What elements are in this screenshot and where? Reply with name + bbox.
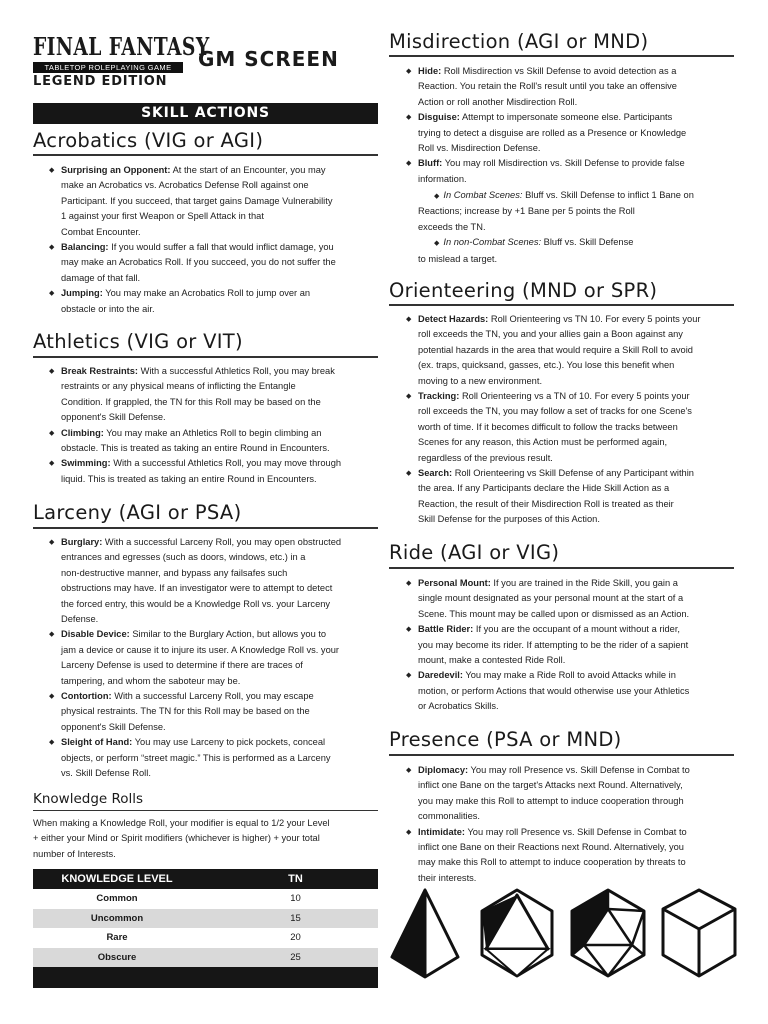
item-line: you may become its rider. If attempting to be the rider of a sapient: [418, 639, 689, 650]
sub-line: Reactions; increase by +1 Bane per 5 points the Roll: [418, 206, 635, 217]
table-cell-level: Rare: [106, 932, 128, 944]
list-item: [406, 622, 736, 668]
item-line: You may use Larceny to pick pockets, conceal: [134, 737, 326, 748]
larceny-divider: [33, 527, 378, 529]
table-row: [33, 909, 378, 929]
d20-icon: [568, 887, 648, 979]
table-cell-tn: 20: [290, 932, 301, 944]
item-line: Attempt to impersonate someone else. Participants: [461, 112, 673, 123]
list-item: [406, 825, 736, 887]
misdirection-title: Misdirection (AGI or MND): [389, 30, 649, 53]
item-term: Jumping:: [61, 288, 103, 299]
item-line: regardless of the previous result.: [418, 452, 553, 463]
sub-item-noncombat: ◆ In non-Combat Scenes: Bluff vs. Skill Defense: [434, 237, 634, 248]
logo-subtitle: TABLETOP ROLEPLAYING GAME: [33, 62, 183, 73]
list-item: [406, 668, 736, 714]
table-cell-tn: 15: [290, 912, 301, 924]
item-line: Roll vs. Misdirection Defense.: [418, 143, 541, 154]
item-term: Diplomacy:: [418, 765, 469, 775]
table-cell-tn: 10: [290, 893, 301, 905]
item-term: Hide:: [418, 66, 442, 76]
item-line: vs. Skill Defense Roll.: [61, 768, 151, 779]
item-line: motion, or perform Actions that would otherwise use your Athletics: [418, 685, 690, 696]
misdirection-divider: [389, 55, 734, 57]
table-row: [33, 889, 378, 909]
athletics-divider: [33, 356, 378, 358]
item-line: You may make an Athletics Roll to begin climbing an: [106, 427, 322, 438]
item-line: obstacle or into the air.: [61, 303, 155, 314]
sub-text: Bluff vs. Skill Defense to inflict 1 Bane on: [525, 190, 694, 200]
item-line: Larceny Defense is used to determine if there are traces of: [61, 660, 303, 671]
sub-label: In Combat Scenes:: [443, 190, 523, 200]
presence-list: [406, 763, 736, 886]
item-line: physical restraints. The TN for this Roll may be based on the: [61, 706, 310, 717]
table-cell-level: Common: [96, 893, 138, 905]
item-line: You may roll Presence vs. Skill Defense in Combat to: [470, 765, 690, 775]
item-line: opponent's Skill Defense.: [61, 412, 166, 423]
item-line: trying to detect a disguise are rolled as a Presence or Knowledge: [418, 127, 687, 138]
list-item: [49, 456, 379, 487]
item-line: objects, or perform “street magic.” This is performed as a Larceny: [61, 752, 331, 763]
item-line: Roll Orienteering vs Skill Defense of any Participant within: [454, 468, 694, 479]
list-item: [406, 64, 736, 110]
item-line: You may make a Ride Roll to avoid Attacks while in: [465, 670, 676, 681]
item-line: With a successful Athletics Roll, you may move through: [113, 458, 342, 469]
acrobatics-list: [49, 163, 379, 317]
table-row: [33, 948, 378, 968]
item-line: With a successful Athletics Roll, you may break: [140, 366, 335, 376]
logo-title: FINAL FANTASY: [33, 32, 210, 61]
item-term: Swimming:: [61, 458, 111, 469]
item-line: commonalities.: [418, 811, 481, 822]
item-term: Contortion:: [61, 691, 112, 702]
knowledge-title: Knowledge Rolls: [33, 791, 144, 807]
item-line: potential hazards in the area that would require a Skill Roll to avoid: [418, 344, 693, 355]
larceny-title: Larceny (AGI or PSA): [33, 501, 242, 524]
logo-edition: LEGEND EDITION: [33, 74, 168, 89]
item-term: Climbing:: [61, 427, 104, 438]
item-term: Bluff:: [418, 158, 443, 169]
list-item: [49, 163, 379, 240]
item-line: Reaction, the result of their Misdirection Roll is treated as their: [418, 498, 674, 509]
item-line: Similar to the Burglary Action, but allows you to: [132, 629, 327, 640]
item-term: Burglary:: [61, 537, 103, 547]
table-cell-level: Uncommon: [90, 912, 144, 924]
presence-title: Presence (PSA or MND): [389, 728, 622, 751]
item-line: Scenes for any reason, this Action must be performed again,: [418, 437, 668, 448]
item-line: At the start of an Encounter, you may: [172, 165, 326, 175]
list-item: [49, 364, 379, 426]
item-line: inflict one Bane on their Reactions next Round. Alternatively, you: [418, 842, 684, 853]
item-line: If you would suffer a fall that would inflict damage, you: [111, 242, 334, 253]
item-line: Condition. If grappled, the TN for this Roll may be based on the: [61, 396, 321, 407]
item-line: damage of that fall.: [61, 272, 141, 283]
item-line: Roll Orienteering vs TN 10. For every 5 points your: [490, 314, 701, 324]
item-term: Balancing:: [61, 242, 109, 253]
item-line: With a successful Larceny Roll, you may open obstructed: [104, 537, 342, 547]
item-term: Surprising an Opponent:: [61, 165, 171, 175]
item-line: 1 against your first Weapon or Spell Attack in that: [61, 211, 264, 222]
item-line: worth of time. If it becomes difficult to follow the tracks between: [418, 421, 678, 432]
item-term: Personal Mount:: [418, 578, 491, 588]
d6-icon: [660, 887, 738, 979]
list-item: [406, 312, 736, 389]
sub-item-combat: ◆ In Combat Scenes: Bluff vs. Skill Defense to inflict 1 Bane on: [434, 190, 694, 200]
item-term: Sleight of Hand:: [61, 737, 133, 748]
knowledge-description: [33, 816, 378, 862]
acrobatics-divider: [33, 154, 378, 156]
table-cell-tn: 25: [290, 951, 301, 963]
item-line: If you are the occupant of a mount without a rider,: [475, 624, 681, 635]
table-header-row: [33, 869, 378, 889]
item-line: tampering, and whom the saboteur may be.: [61, 675, 241, 686]
item-line: roll exceeds the TN, you may follow a set of tracks for one Scene's: [418, 406, 692, 417]
list-item: [49, 426, 379, 457]
athletics-title: Athletics (VIG or VIT): [33, 330, 243, 353]
item-line: mount, make a contested Ride Roll.: [418, 655, 566, 666]
item-line: make an Acrobatics vs. Acrobatics Defense Roll against one: [61, 180, 309, 191]
item-line: information.: [418, 173, 467, 184]
d8-icon: [478, 887, 556, 979]
item-term: Battle Rider:: [418, 624, 474, 635]
list-item: [406, 576, 736, 622]
sub-label: In non-Combat Scenes:: [443, 237, 542, 248]
list-item: [406, 763, 736, 825]
athletics-list: [49, 364, 379, 487]
item-line: obstructions may have. If an investigator were to attempt to detect: [61, 583, 333, 594]
table-header-level: KNOWLEDGE LEVEL: [61, 873, 173, 885]
item-line: Defense.: [61, 614, 99, 625]
item-line: jam a device or cause it to injure its user. A Knowledge Roll vs. your: [61, 644, 340, 655]
item-line: the area. If any Participants declare the Hide Skill Action as a: [418, 483, 670, 494]
item-line: liquid. This is treated as taking an entire Round in Encounters.: [61, 473, 317, 484]
item-line: Reaction. You retain the Roll's result until you take an offensive: [418, 81, 677, 92]
item-line: single mount designated as your personal mount at the start of a: [418, 593, 684, 604]
item-line: Roll Misdirection vs Skill Defense to avoid detection as a: [443, 66, 677, 76]
item-term: Intimidate:: [418, 826, 466, 837]
item-term: Disguise:: [418, 112, 460, 123]
item-line: Scene. This mount may be called upon or dismissed as an Action.: [418, 608, 690, 619]
item-line: If you are trained in the Ride Skill, you gain a: [493, 578, 678, 588]
d4-icon: [389, 887, 461, 979]
item-line: (ex. traps, quicksand, gasses, etc.). You lose this benefit when: [418, 360, 675, 371]
item-line: roll exceeds the TN, you and your allies gain a Boon against any: [418, 329, 683, 340]
list-item: [49, 240, 379, 286]
table-cell-level: Obscure: [97, 951, 137, 963]
list-item: [406, 389, 736, 466]
paragraph-line: + either your Mind or Spirit modifiers (whichever is higher) + your total: [33, 833, 320, 844]
orienteering-list: [406, 312, 736, 528]
item-line: You may roll Misdirection vs. Skill Defense to provide false: [444, 158, 685, 169]
knowledge-divider: [33, 810, 378, 811]
presence-divider: [389, 754, 734, 756]
sub-line: to mislead a target.: [418, 253, 498, 264]
item-line: Participant. If you succeed, that target gains Damage Vulnerability: [61, 195, 333, 206]
item-line: the forced entry, this would be a Knowledge Roll vs. your Larceny: [61, 598, 331, 609]
list-item: [49, 286, 379, 317]
item-line: opponent's Skill Defense.: [61, 721, 166, 732]
orienteering-divider: [389, 304, 734, 306]
ride-title: Ride (AGI or VIG): [389, 541, 560, 564]
acrobatics-title: Acrobatics (VIG or AGI): [33, 129, 264, 152]
list-item: [49, 735, 379, 781]
item-line: non-destructive manner, and bypass any failsafes such: [61, 567, 288, 578]
item-line: restraints or any physical means of inflicting the Entangle: [61, 381, 296, 392]
list-item: [49, 627, 379, 689]
item-line: Roll Orienteering vs a TN of 10. For every 5 points your: [461, 391, 690, 402]
orienteering-title: Orienteering (MND or SPR): [389, 279, 658, 302]
item-line: obstacle. This is treated as taking an entire Round in Encounters.: [61, 443, 330, 454]
item-line: Action or roll another Misdirection Roll.: [418, 96, 578, 107]
item-term: Search:: [418, 468, 453, 479]
knowledge-table: [33, 869, 378, 967]
table-footer-bar: [33, 967, 378, 988]
item-line: With a successful Larceny Roll, you may escape: [114, 691, 314, 702]
item-term: Break Restraints:: [61, 366, 138, 376]
item-line: Skill Defense for the purposes of this Action.: [418, 514, 600, 525]
table-header-tn: TN: [288, 873, 303, 885]
item-line: entrances and egresses (such as doors, windows, etc.) in a: [61, 552, 306, 563]
item-line: You may make an Acrobatics Roll to jump over an: [105, 288, 311, 299]
item-line: you may make this Roll to attempt to induce cooperation through: [418, 795, 684, 806]
item-term: Daredevil:: [418, 670, 463, 681]
item-line: may make an Acrobatics Roll. If you succeed, you do not suffer the: [61, 257, 336, 268]
item-term: Disable Device:: [61, 629, 130, 640]
sub-text: Bluff vs. Skill Defense: [543, 237, 634, 248]
paragraph-line: number of Interests.: [33, 848, 116, 859]
item-line: inflict one Bane on the target's Attacks next Round. Alternatively,: [418, 780, 683, 791]
logo: [33, 32, 210, 92]
list-item: [49, 689, 379, 735]
sub-line: exceeds the TN.: [418, 221, 486, 232]
item-line: You may roll Presence vs. Skill Defense in Combat to: [467, 826, 687, 837]
paragraph-line: When making a Knowledge Roll, your modifier is equal to 1/2 your Level: [33, 818, 330, 828]
list-item: [406, 156, 736, 187]
item-line: or Acrobatics Skills.: [418, 701, 499, 712]
skill-actions-heading: SKILL ACTIONS: [33, 103, 378, 124]
misdirection-list: [406, 64, 736, 187]
ride-list: [406, 576, 736, 715]
list-item: [406, 110, 736, 156]
item-term: Detect Hazards:: [418, 314, 489, 324]
item-term: Tracking:: [418, 391, 460, 402]
item-line: Combat Encounter.: [61, 226, 141, 237]
item-line: their interests.: [418, 872, 477, 883]
misdirection-sub-list: [418, 188, 736, 267]
item-line: moving to a new environment.: [418, 375, 543, 386]
list-item: [406, 466, 736, 528]
item-line: may make this Roll to attempt to induce cooperation by threats to: [418, 857, 686, 868]
list-item: [49, 535, 379, 627]
larceny-list: [49, 535, 379, 782]
ride-divider: [389, 567, 734, 569]
table-row: [33, 928, 378, 948]
page-title: GM SCREEN: [198, 47, 339, 71]
